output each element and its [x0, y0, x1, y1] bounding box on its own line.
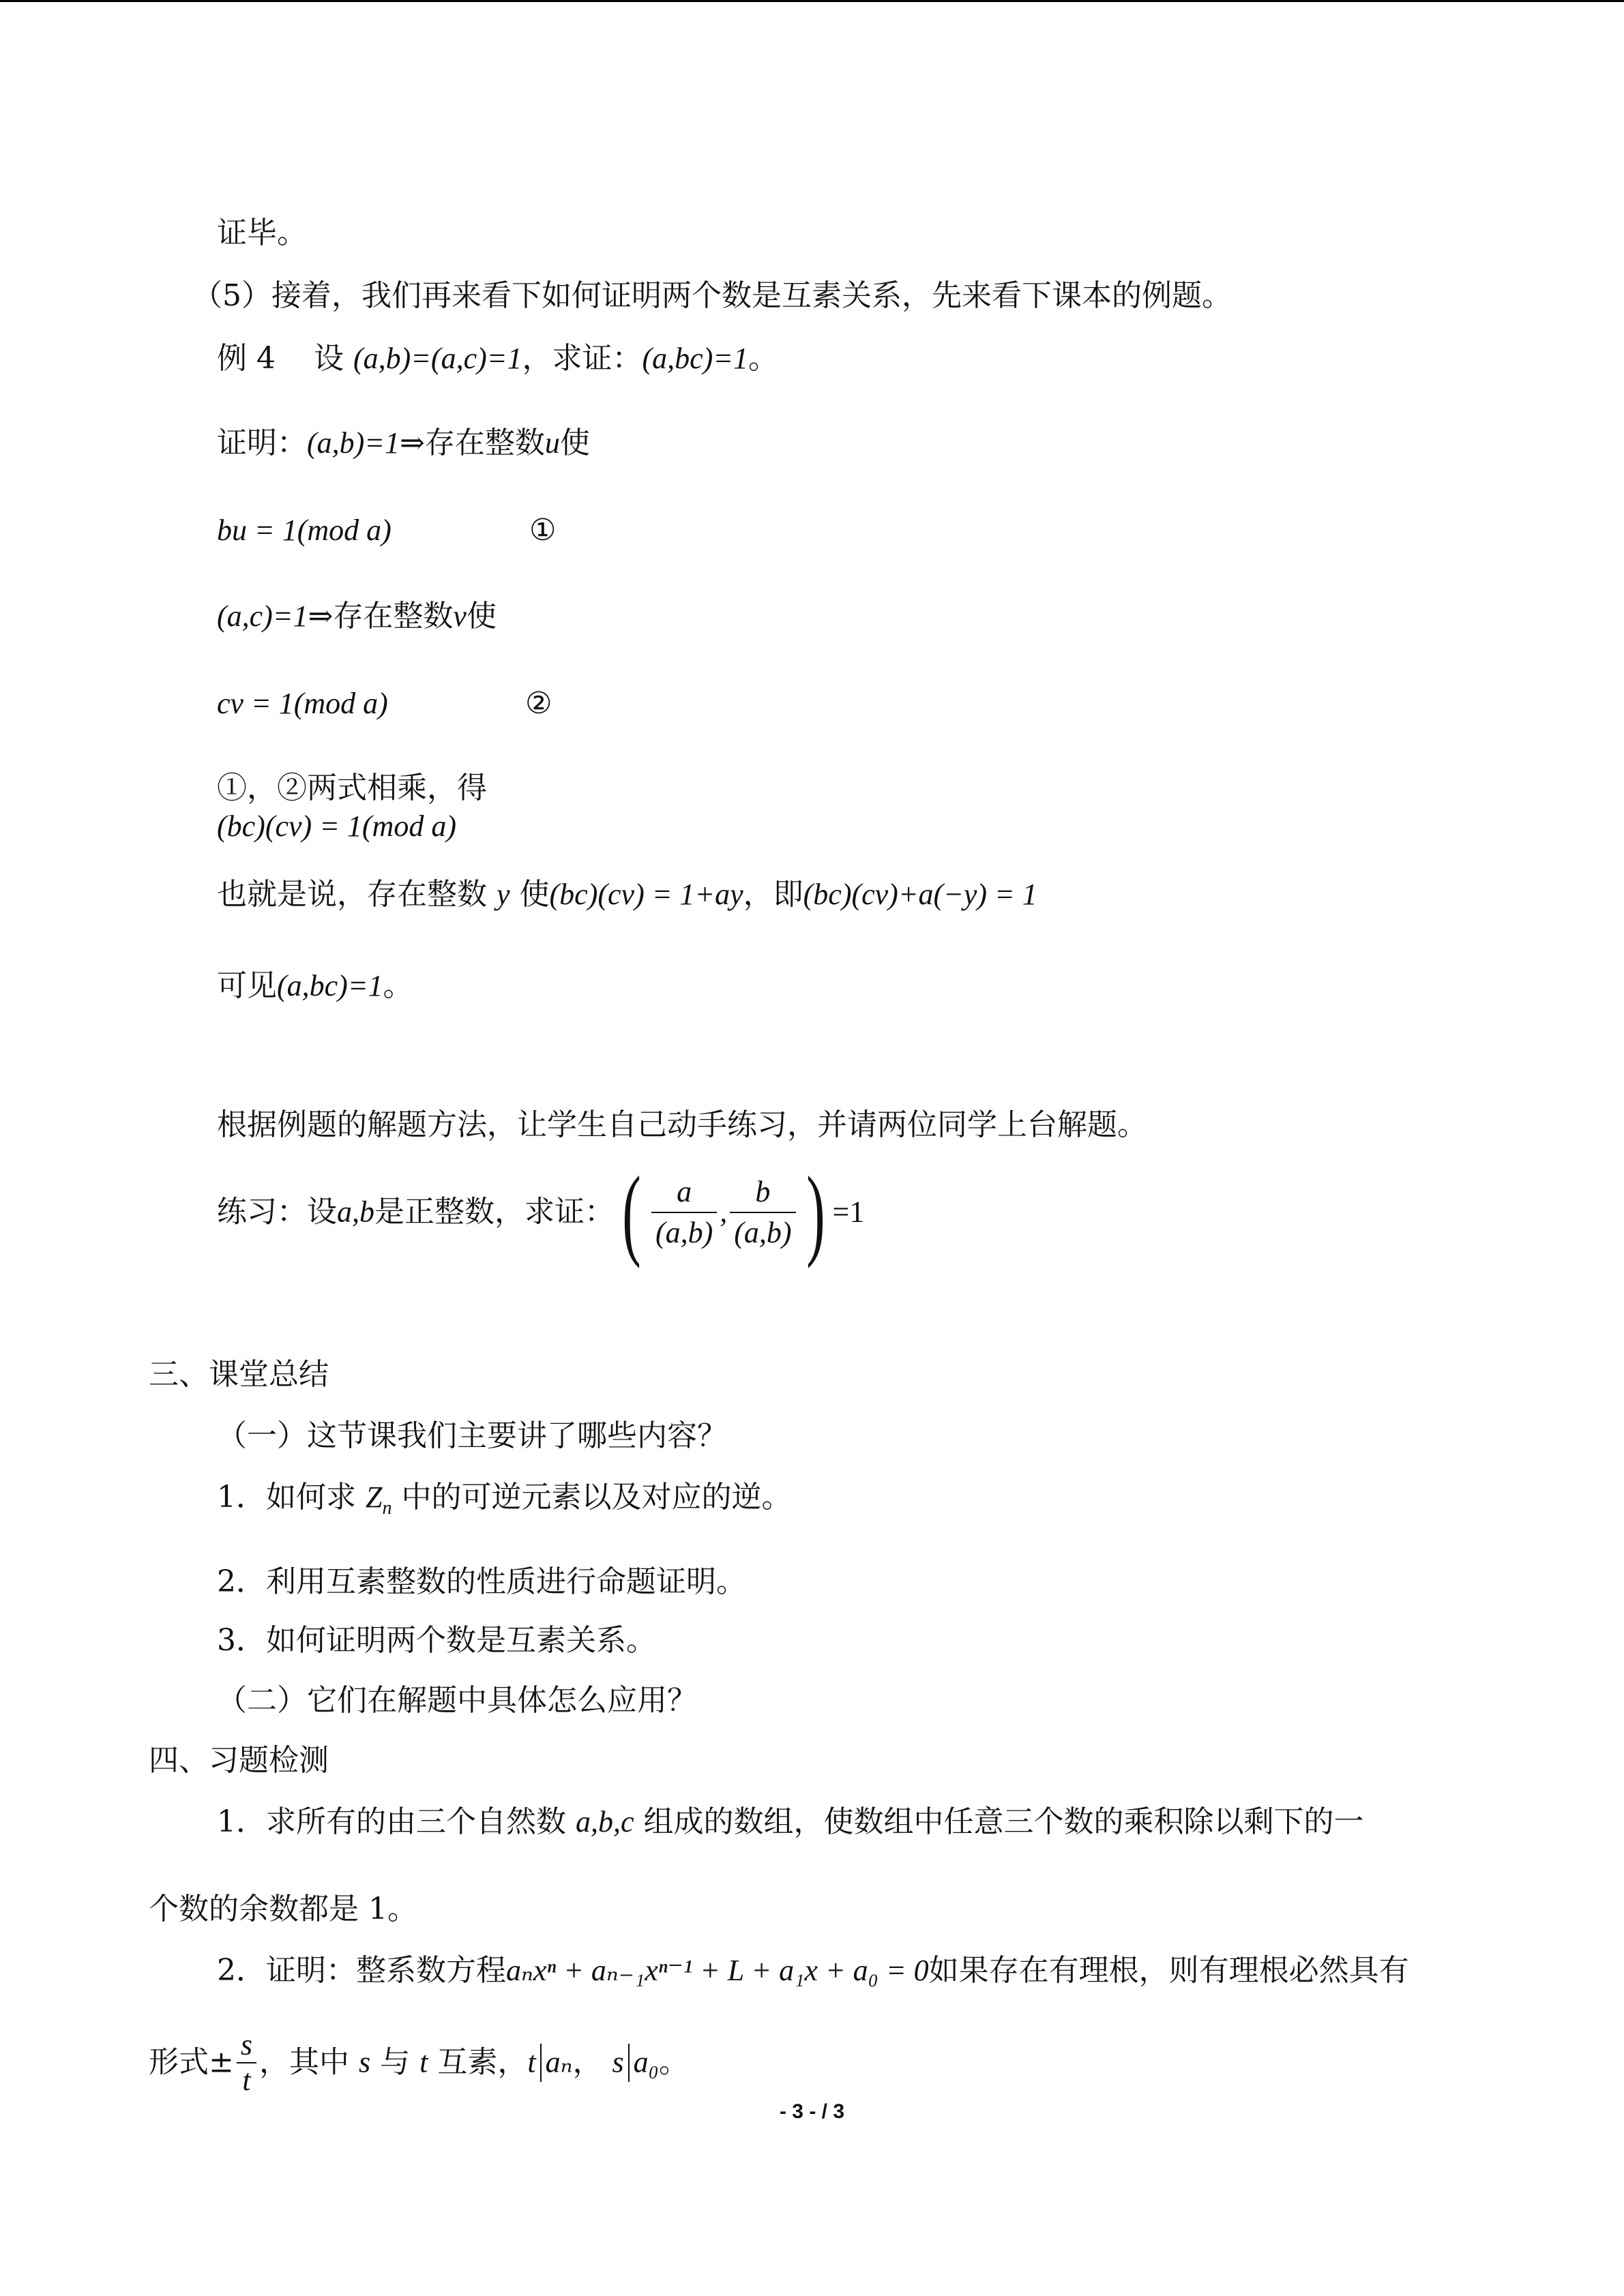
practice-vars: a,b — [337, 1195, 374, 1229]
item-1-text: 1．如何求 — [217, 1480, 356, 1515]
proof2-var: v — [453, 599, 467, 633]
practice-intro-line — [217, 1105, 1147, 1146]
example4-line — [217, 338, 778, 379]
problem-1-line-1 — [217, 1802, 1364, 1843]
problem-2-end: 。 — [658, 2044, 689, 2080]
problem-2-line-2 — [149, 2020, 689, 2104]
item-2-text: 2．利用互素整数的性质进行命题证明。 — [217, 1564, 746, 1599]
fraction-2-den: (a,b) — [734, 1215, 792, 1249]
section-3-title — [149, 1354, 329, 1395]
example4-prove-label: ，求证： — [522, 341, 643, 376]
circled-1: ① — [529, 513, 557, 548]
item-1-n: n — [382, 1497, 392, 1519]
that-is-var: y — [497, 878, 510, 911]
multiply-line — [217, 768, 487, 809]
practice-text: 是正整数，求证： — [374, 1194, 615, 1229]
fraction-2-num: b — [730, 1172, 795, 1213]
section-3-q1-text: （一）这节课我们主要讲了哪些内容？ — [217, 1418, 727, 1453]
proof-line-2 — [217, 596, 497, 637]
example4-label: 例 4 — [217, 341, 276, 376]
problem-2-line-1 — [217, 1950, 1409, 1991]
item-1-tail: 中的可逆元素以及对应的逆。 — [401, 1480, 792, 1515]
section-3-title-text: 三、课堂总结 — [149, 1357, 329, 1392]
divides-bar-2 — [628, 2044, 630, 2082]
section-3-q2 — [217, 1680, 697, 1721]
proof1-tail: 使 — [559, 426, 590, 460]
implies-arrow-2: ⇒ — [308, 599, 334, 633]
fraction-comma: , — [720, 1195, 728, 1229]
var-s: s — [359, 2045, 371, 2079]
practice-intro-text: 根据例题的解题方法，让学生自己动手练习，并请两位同学上台解题。 — [217, 1107, 1147, 1142]
top-border-line — [0, 0, 1624, 2]
problem-1-vars: a,b,c — [576, 1805, 634, 1838]
proof2-text: 存在整数 — [333, 599, 454, 633]
section-3-q2-text: （二）它们在解题中具体怎么应用？ — [217, 1683, 697, 1718]
proof-line-1 — [217, 423, 590, 464]
example4-end: 。 — [748, 341, 778, 376]
that-is-text: 也就是说，存在整数 — [217, 877, 487, 912]
equation-2-expr: cv = 1(mod a) — [217, 687, 388, 720]
example4-set: 设 — [313, 341, 344, 376]
example4-given: (a,b)=(a,c)=1 — [353, 342, 522, 375]
problem-1-line-2 — [149, 1889, 417, 1930]
fraction-s-over-t — [237, 2028, 256, 2098]
practice-label: 练习：设 — [217, 1194, 337, 1229]
divides-1-right: aₙ — [545, 2045, 573, 2079]
equation-1-expr: bu = 1(mod a) — [217, 513, 392, 547]
problem-1-text-c: 个数的余数都是 1。 — [149, 1892, 417, 1926]
problem-2-form: 形式± — [149, 2044, 234, 2080]
step5-line — [192, 275, 1232, 316]
fraction-t: t — [242, 2063, 251, 2097]
practice-rhs: =1 — [832, 1195, 865, 1229]
equation-3 — [217, 806, 456, 847]
conclusion-line — [217, 966, 413, 1007]
equation-1-mark — [529, 510, 556, 551]
practice-line — [217, 1155, 865, 1269]
section-4-title — [149, 1740, 329, 1781]
example4-goal: (a,bc)=1 — [642, 342, 748, 375]
var-t: t — [419, 2045, 428, 2079]
problem-2-sep: ， — [572, 2044, 603, 2080]
proof2-tail: 使 — [466, 599, 497, 633]
proof-end-line — [217, 213, 307, 254]
page-number: - 3 - / 3 — [779, 2100, 845, 2123]
conclusion-end: 。 — [383, 968, 413, 1003]
proof-label: 证明： — [217, 426, 307, 460]
divides-2-right: a₀ — [633, 2045, 659, 2079]
fraction-2 — [730, 1172, 795, 1253]
equation-3-expr: (bc)(cv) = 1(mod a) — [217, 809, 456, 843]
circled-2: ② — [525, 686, 552, 721]
proof2-condition: (a,c)=1 — [217, 599, 308, 633]
page-footer — [0, 2100, 1624, 2123]
multiply-text: ①，②两式相乘，得 — [217, 771, 487, 805]
fraction-1 — [651, 1172, 717, 1253]
that-is-eq1: (bc)(cv) = 1+ay — [549, 878, 743, 911]
problem-1-text-b: 组成的数组，使数组中任意三个数的乘积除以剩下的一 — [643, 1804, 1364, 1839]
problem-2-coprime: 互素， — [437, 2044, 528, 2080]
proof1-text: 存在整数 — [424, 426, 545, 460]
section-3-item-1 — [217, 1477, 791, 1518]
equation-1 — [217, 510, 392, 551]
proof1-var: u — [544, 426, 560, 460]
problem-1-text-a: 1．求所有的由三个自然数 — [217, 1804, 566, 1839]
implies-arrow-1: ⇒ — [400, 426, 425, 460]
equation-2-mark — [525, 683, 552, 724]
proof-end-text: 证毕。 — [217, 215, 307, 250]
problem-2-where: ，其中 — [259, 2044, 349, 2080]
equation-2 — [217, 683, 388, 724]
divides-1-left: t — [527, 2045, 536, 2079]
step5-text: （5）接着，我们再来看下如何证明两个数是互素关系，先来看下课本的例题。 — [192, 278, 1232, 313]
section-3-item-2 — [217, 1562, 746, 1602]
that-is-eq2: (bc)(cv)+a(−y) = 1 — [803, 878, 1037, 911]
that-is-use: 使 — [519, 877, 550, 912]
that-is-namely: ，即 — [743, 877, 803, 912]
right-paren: ) — [806, 1155, 825, 1269]
left-paren: ( — [622, 1155, 641, 1269]
item-1-z: Z — [366, 1480, 383, 1514]
item-3-text: 3．如何证明两个数是互素关系。 — [217, 1623, 656, 1658]
that-is-line — [217, 874, 1037, 915]
conclusion-text: 可见 — [217, 968, 277, 1003]
fraction-1-num: a — [651, 1172, 717, 1213]
proof1-condition: (a,b)=1 — [307, 426, 400, 460]
conclusion-eq: (a,bc)=1 — [277, 969, 383, 1002]
problem-2-text-b: 如果存在有理根，则有理根必然具有 — [928, 1953, 1409, 1988]
fraction-1-den: (a,b) — [655, 1215, 713, 1249]
problem-2-and: 与 — [380, 2044, 411, 2080]
problem-2-equation: aₙxⁿ + aₙ₋₁xⁿ⁻¹ + L + a₁x + a₀ = 0 — [506, 1954, 929, 1987]
divides-bar-1 — [540, 2044, 542, 2082]
problem-2-text-a: 2．证明：整系数方程 — [217, 1953, 506, 1988]
fraction-s: s — [237, 2028, 256, 2063]
section-4-title-text: 四、习题检测 — [149, 1743, 329, 1778]
section-3-item-3 — [217, 1620, 656, 1661]
divides-2-left: s — [612, 2045, 624, 2079]
section-3-q1 — [217, 1416, 727, 1457]
